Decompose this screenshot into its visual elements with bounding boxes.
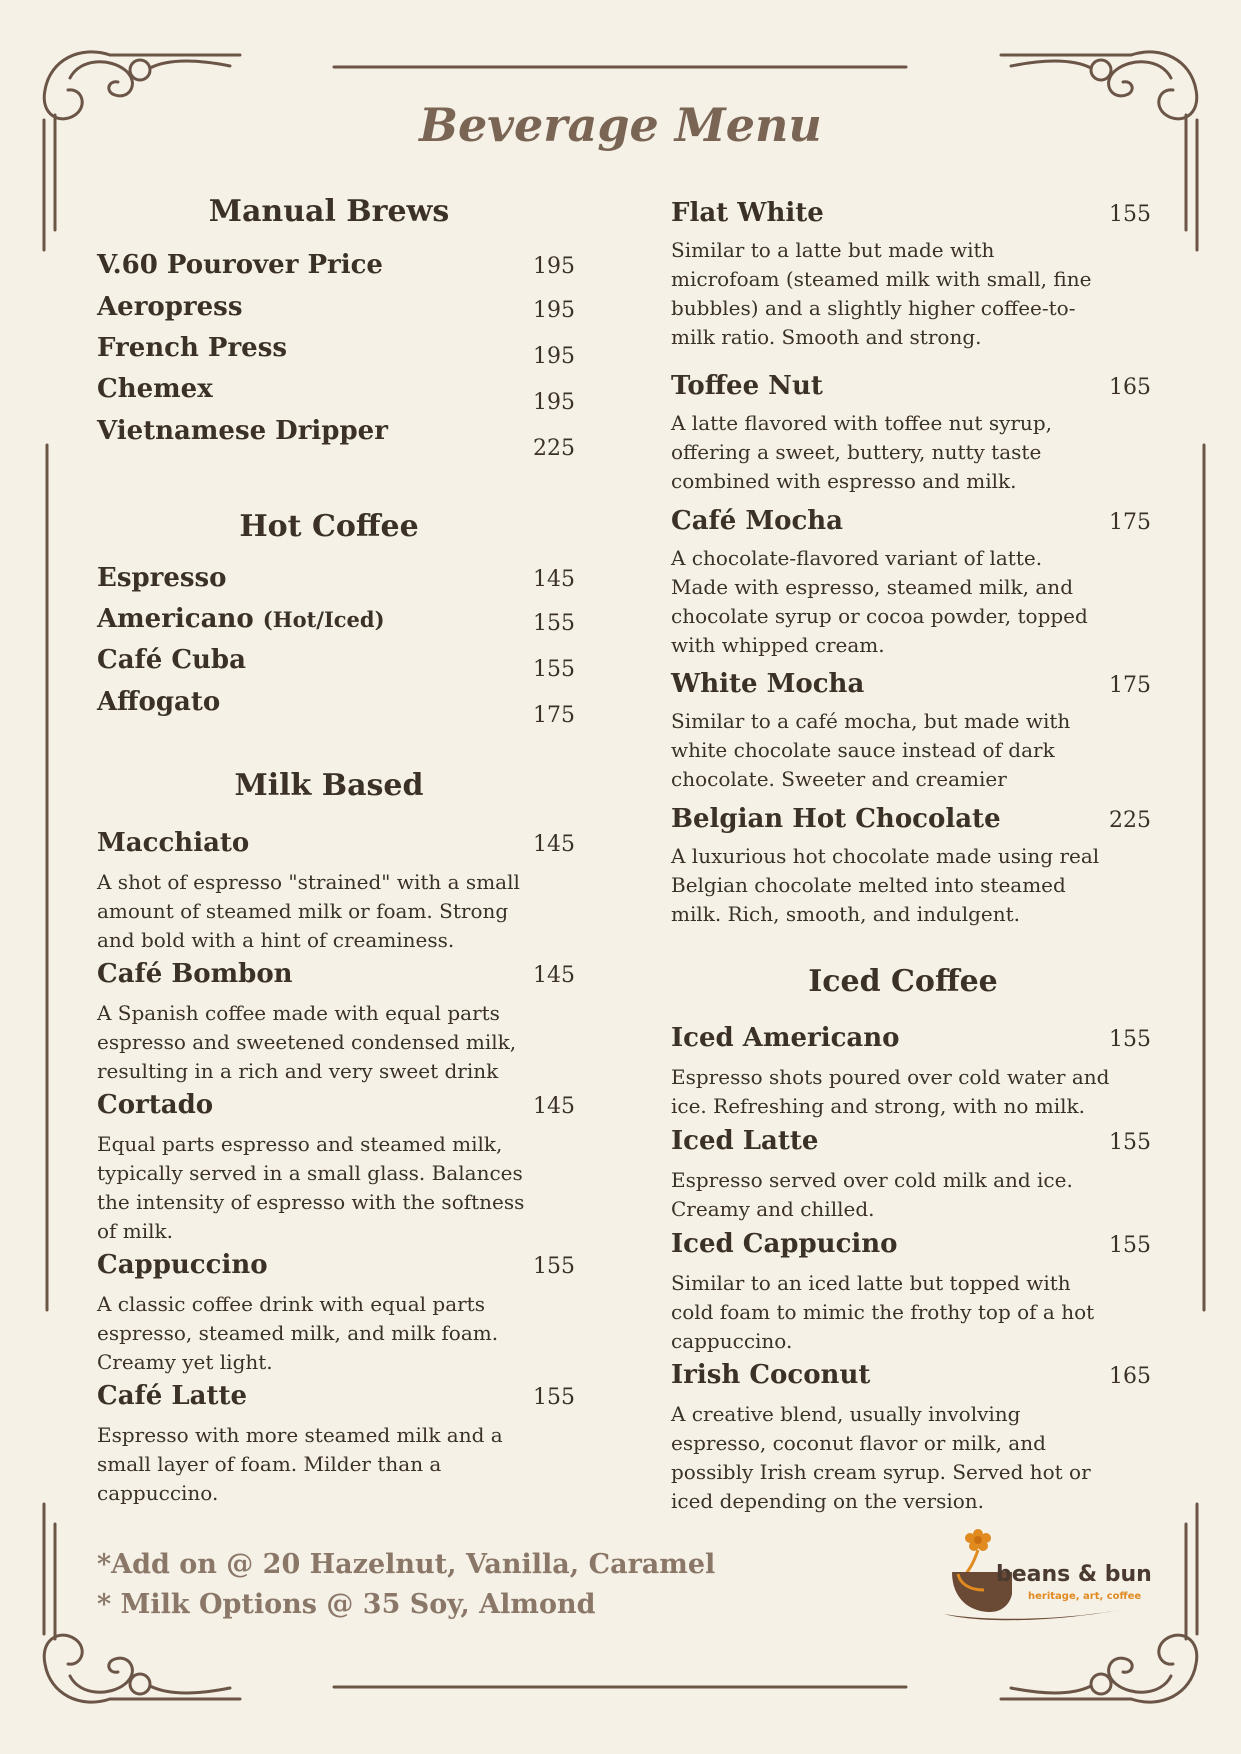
item-price: 145 xyxy=(533,567,575,592)
item-price: 145 xyxy=(533,1094,575,1119)
desc-line: resulting in a rich and very sweet drink xyxy=(97,1059,499,1083)
item-description xyxy=(671,236,1111,352)
item-description xyxy=(97,868,537,955)
item-name: Irish Coconut xyxy=(671,1360,871,1390)
item-description xyxy=(97,1290,537,1377)
desc-line: Made with espresso, steamed milk, and xyxy=(671,575,1073,599)
desc-line: A shot of espresso "strained" with a small xyxy=(97,870,520,894)
item-name-text: Americano xyxy=(97,604,254,634)
desc-line: Similar to a latte but made with xyxy=(671,238,995,262)
desc-line: Equal parts espresso and steamed milk, xyxy=(97,1132,503,1156)
item-name: Café Cuba xyxy=(97,645,246,675)
section-heading-hot-coffee: Hot Coffee xyxy=(239,509,419,544)
desc-line: milk ratio. Smooth and strong. xyxy=(671,325,982,349)
item-price: 155 xyxy=(1109,202,1151,227)
item-price: 165 xyxy=(1109,1364,1151,1389)
item-description xyxy=(671,409,1111,496)
desc-line: A creative blend, usually involving xyxy=(671,1402,1021,1426)
desc-line: small layer of foam. Milder than a xyxy=(97,1452,442,1476)
item-description xyxy=(671,842,1121,929)
desc-line: A Spanish coffee made with equal parts xyxy=(97,1001,500,1025)
desc-line: espresso and sweetened condensed milk, xyxy=(97,1030,517,1054)
desc-line: Espresso served over cold milk and ice. xyxy=(671,1168,1073,1192)
item-price: 165 xyxy=(1109,375,1151,400)
item-name: Iced Cappucino xyxy=(671,1229,898,1259)
desc-line: Belgian chocolate melted into steamed xyxy=(671,873,1066,897)
desc-line: and bold with a hint of creaminess. xyxy=(97,928,455,952)
item-price: 145 xyxy=(533,963,575,988)
desc-line: chocolate. Sweeter and creamier xyxy=(671,767,1007,791)
section-heading-milk-based: Milk Based xyxy=(234,768,424,803)
desc-line: A chocolate-flavored variant of latte. xyxy=(671,546,1043,570)
item-price: 175 xyxy=(533,703,575,728)
item-name: White Mocha xyxy=(671,669,865,699)
desc-line: cappuccino. xyxy=(97,1481,219,1505)
item-price: 225 xyxy=(533,436,575,461)
desc-line: typically served in a small glass. Balances xyxy=(97,1161,523,1185)
item-description xyxy=(671,1063,1121,1121)
item-name: Flat White xyxy=(671,198,824,228)
desc-line: offering a sweet, buttery, nutty taste xyxy=(671,440,1042,464)
desc-line: iced depending on the version. xyxy=(671,1489,985,1513)
item-name-suffix: (Hot/Iced) xyxy=(262,607,385,632)
item-name: Cortado xyxy=(97,1090,214,1120)
desc-line: Espresso shots poured over cold water and xyxy=(671,1065,1110,1089)
item-price: 145 xyxy=(533,832,575,857)
item-description xyxy=(97,1130,567,1246)
brand-logo xyxy=(940,1524,1160,1624)
item-description xyxy=(671,1166,1111,1224)
brand-tagline: heritage, art, coffee xyxy=(1028,1591,1142,1602)
desc-line: cappuccino. xyxy=(671,1329,793,1353)
item-price: 155 xyxy=(533,657,575,682)
desc-line: microfoam (steamed milk with small, fine xyxy=(671,267,1092,291)
desc-line: the intensity of espresso with the softness xyxy=(97,1190,525,1214)
desc-line: Espresso with more steamed milk and a xyxy=(97,1423,503,1447)
desc-line: espresso, coconut flavor or milk, and xyxy=(671,1431,1046,1455)
desc-line: A luxurious hot chocolate made using real xyxy=(671,844,1100,868)
item-name: French Press xyxy=(97,333,287,363)
desc-line: ice. Refreshing and strong, with no milk. xyxy=(671,1094,1085,1118)
item-name: Café Mocha xyxy=(671,506,844,536)
addon-note: *Add on @ 20 Hazelnut, Vanilla, Caramel xyxy=(97,1549,716,1580)
desc-line: A classic coffee drink with equal parts xyxy=(97,1292,485,1316)
item-name: Vietnamese Dripper xyxy=(97,416,388,446)
item-description xyxy=(97,999,537,1086)
milk-options-note: * Milk Options @ 35 Soy, Almond xyxy=(97,1589,596,1620)
desc-line: amount of steamed milk or foam. Strong xyxy=(97,899,509,923)
desc-line: milk. Rich, smooth, and indulgent. xyxy=(671,902,1021,926)
item-name: Café Bombon xyxy=(97,959,293,989)
item-description xyxy=(671,1400,1111,1516)
section-heading-iced-coffee: Iced Coffee xyxy=(808,964,998,999)
desc-line: Similar to an iced latte but topped with xyxy=(671,1271,1071,1295)
page-title: Beverage Menu xyxy=(419,98,822,152)
desc-line: Creamy yet light. xyxy=(97,1350,273,1374)
desc-line: chocolate syrup or cocoa powder, topped xyxy=(671,604,1088,628)
left-column xyxy=(97,0,577,1754)
item-name: V.60 Pourover Price xyxy=(97,250,383,280)
item-price: 155 xyxy=(1109,1027,1151,1052)
desc-line: Similar to a café mocha, but made with xyxy=(671,709,1071,733)
item-description xyxy=(671,1269,1121,1356)
item-description xyxy=(97,1421,537,1508)
item-price: 195 xyxy=(533,390,575,415)
desc-line: of milk. xyxy=(97,1219,174,1243)
item-price: 175 xyxy=(1109,673,1151,698)
item-price: 155 xyxy=(1109,1130,1151,1155)
item-price: 155 xyxy=(533,611,575,636)
item-name: Chemex xyxy=(97,374,213,404)
item-price: 155 xyxy=(1109,1233,1151,1258)
item-name: Espresso xyxy=(97,563,227,593)
desc-line: Creamy and chilled. xyxy=(671,1197,875,1221)
desc-line: A latte flavored with toffee nut syrup, xyxy=(671,411,1052,435)
desc-line: bubbles) and a slightly higher coffee-to- xyxy=(671,296,1076,320)
item-name: Belgian Hot Chocolate xyxy=(671,804,1001,834)
item-name: Cappuccino xyxy=(97,1250,268,1280)
desc-line: espresso, steamed milk, and milk foam. xyxy=(97,1321,499,1345)
item-name: Aeropress xyxy=(97,292,243,322)
item-name xyxy=(97,604,385,634)
desc-line: combined with espresso and milk. xyxy=(671,469,1017,493)
section-heading-manual-brews: Manual Brews xyxy=(208,194,450,229)
desc-line: white chocolate sauce instead of dark xyxy=(671,738,1055,762)
item-name: Iced Latte xyxy=(671,1126,819,1156)
item-price: 175 xyxy=(1109,510,1151,535)
item-price: 155 xyxy=(533,1254,575,1279)
item-name: Macchiato xyxy=(97,828,250,858)
item-name: Toffee Nut xyxy=(671,371,823,401)
desc-line: with whipped cream. xyxy=(671,633,885,657)
item-name: Affogato xyxy=(97,687,221,717)
desc-line: possibly Irish cream syrup. Served hot or xyxy=(671,1460,1091,1484)
item-name: Iced Americano xyxy=(671,1023,900,1053)
item-name: Café Latte xyxy=(97,1381,248,1411)
desc-line: cold foam to mimic the frothy top of a hot xyxy=(671,1300,1095,1324)
item-description xyxy=(671,707,1111,794)
item-description xyxy=(671,544,1111,660)
item-price: 195 xyxy=(533,298,575,323)
brand-name: beans & bun xyxy=(996,1562,1152,1587)
item-price: 195 xyxy=(533,344,575,369)
item-price: 225 xyxy=(1109,808,1151,833)
right-column xyxy=(671,0,1151,1754)
item-price: 195 xyxy=(533,254,575,279)
item-price: 155 xyxy=(533,1385,575,1410)
